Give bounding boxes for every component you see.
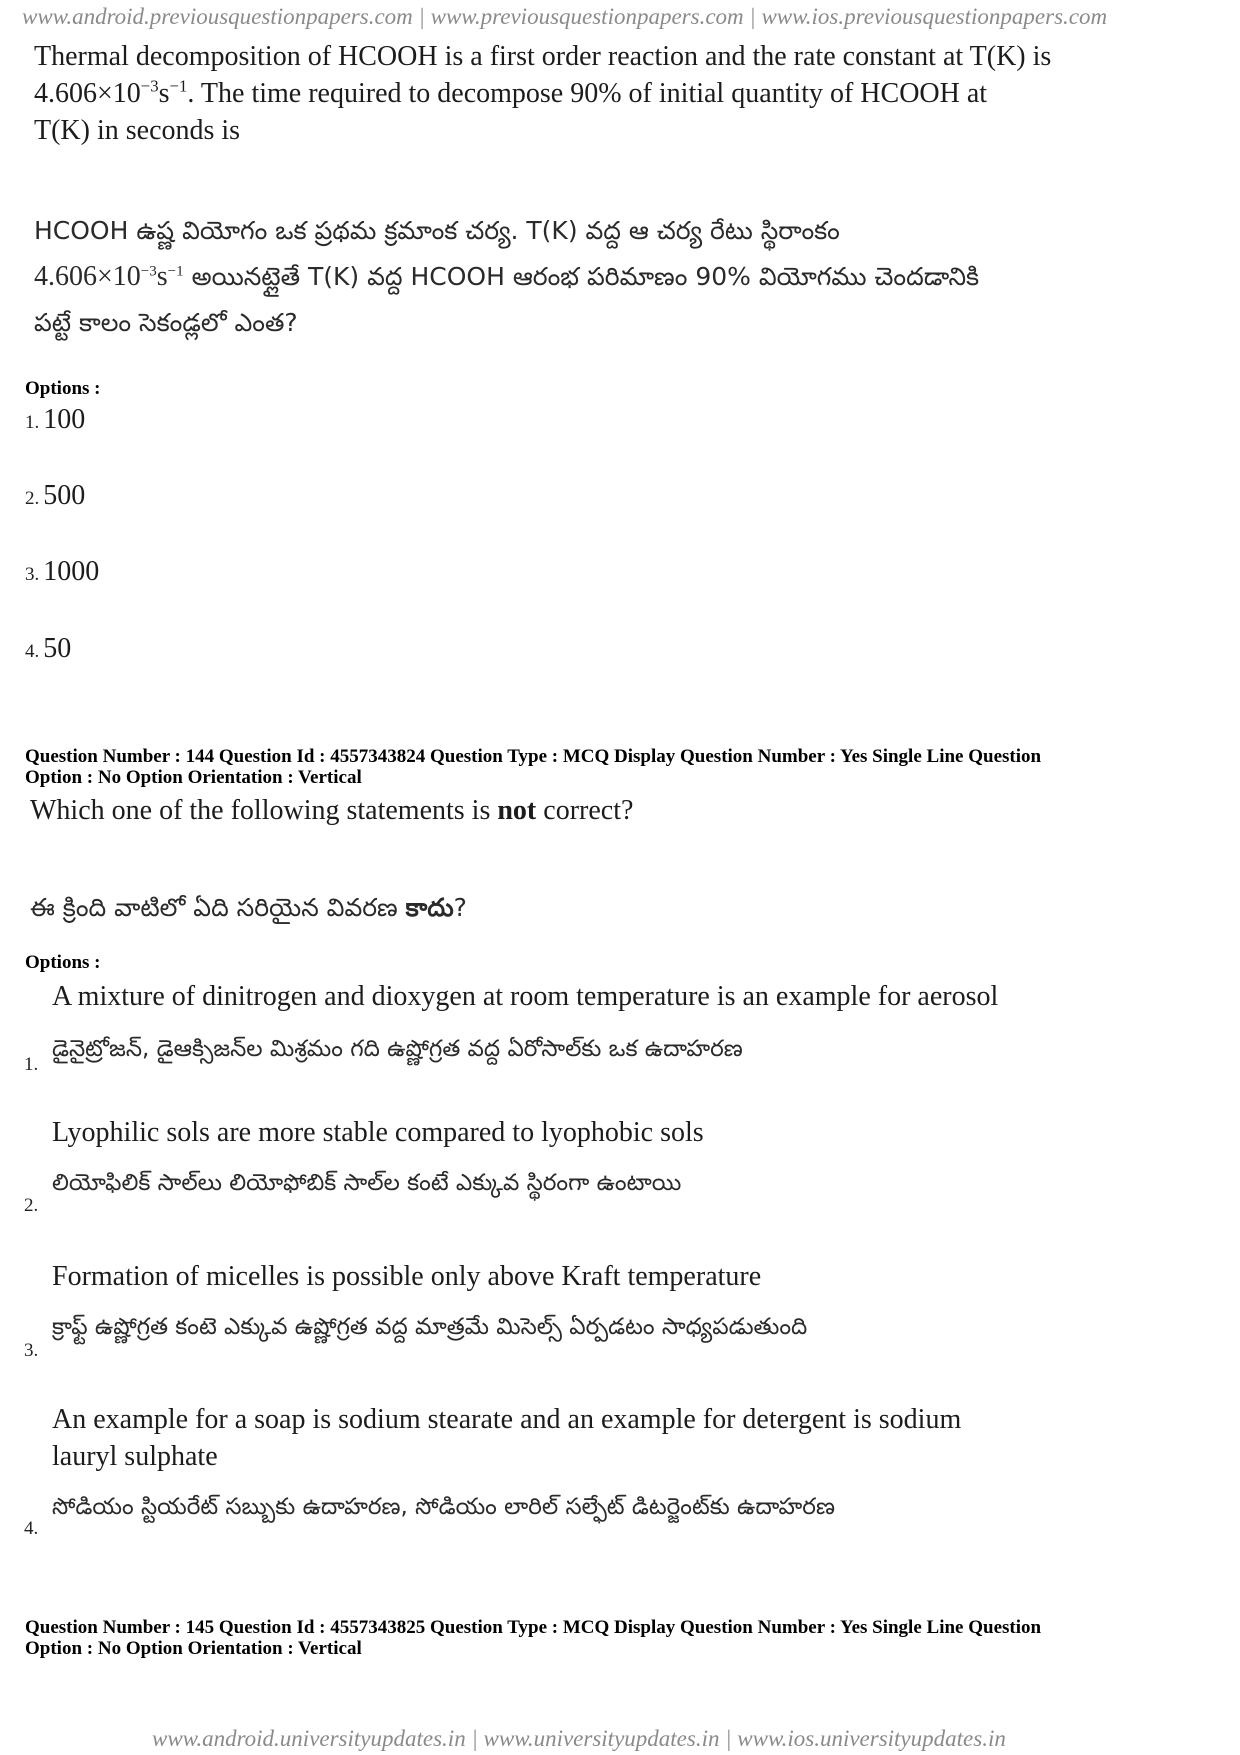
q144-option-2-telugu: లియోఫిలిక్ సాల్‌లు లియోఫోబిక్ సాల్‌ల కంటే ఎక్కువ స్థిరంగా ఉంటాయి xyxy=(52,1170,682,1196)
q144-option-1-english: A mixture of dinitrogen and dioxygen at room temperature is an example for aerosol xyxy=(52,981,999,1012)
option-number: 2. xyxy=(25,488,40,509)
question-144-meta-line1: Question Number : 144 Question Id : 4557343824 Question Type : MCQ Display Question Number : Yes Single Line Question xyxy=(25,746,1042,767)
q144-options-label: Options : xyxy=(25,952,101,973)
question-144-english-pre: Which one of the following statements is xyxy=(30,795,498,826)
question-144-english xyxy=(30,792,633,829)
rate-constant-base: 4.606×10 xyxy=(34,78,141,109)
q144-option-4-telugu: సోడియం స్టియరేట్ సబ్బుకు ఉదాహరణ, సోడియం లారిల్ సల్ఫేట్ డిటర్జెంట్‌కు ఉదాహరణ xyxy=(52,1494,835,1520)
question-144-telugu-bold: కాదు xyxy=(405,893,454,922)
question-143-telugu-line2-rest: అయినట్లైతే T(K) వద్ద HCOOH ఆరంభ పరిమాణం 90% వియోగము చెందడానికి xyxy=(183,262,980,291)
q144-option-4-english xyxy=(52,1401,1192,1475)
question-144-telugu-pre: ఈ క్రింది వాటిలో ఏది సరియైన వివరణ xyxy=(30,893,406,922)
question-145-meta-line2: Option : No Option Orientation : Vertical xyxy=(25,1638,362,1659)
option-number: 4. xyxy=(25,641,40,662)
telugu-rate-unit-exponent: −1 xyxy=(167,263,184,280)
telugu-rate-base: 4.606×10 xyxy=(34,261,141,292)
question-144-english-bold: not xyxy=(497,795,537,826)
q144-option-2-english: Lyophilic sols are more stable compared to lyophobic sols xyxy=(52,1117,704,1148)
question-143-english xyxy=(34,38,1214,149)
q143-option-3 xyxy=(25,556,99,588)
question-143-english-line1: Thermal decomposition of HCOOH is a first order reaction and the rate constant at T(K) is xyxy=(34,41,1052,72)
question-144-meta xyxy=(25,746,1225,788)
question-144-meta-line2: Option : No Option Orientation : Vertical xyxy=(25,767,362,788)
question-144-telugu xyxy=(30,885,467,931)
option-number: 3. xyxy=(25,564,40,585)
question-143-telugu-line2 xyxy=(34,254,1214,300)
telugu-rate-unit: s xyxy=(156,261,168,292)
q144-option-3-english: Formation of micelles is possible only above Kraft temperature xyxy=(52,1261,762,1292)
question-143-telugu-line1: HCOOH ఉష్ణ వియోగం ఒక ప్రథమ క్రమాంక చర్య. T(K) వద్ద ఆ చర్య రేటు స్థిరాంకం xyxy=(34,216,840,245)
question-143-telugu-line3: పట్టే కాలం సెకండ్లలో ఎంత? xyxy=(34,308,298,337)
option-number: 1. xyxy=(25,412,40,433)
q144-option-2-number: 2. xyxy=(24,1195,39,1216)
q143-option-2 xyxy=(25,480,85,512)
question-143-english-line3: T(K) in seconds is xyxy=(34,115,241,146)
q144-option-4-number: 4. xyxy=(24,1518,39,1539)
q144-option-3-telugu: క్రాఫ్ట్ ఉష్ణోగ్రత కంటె ఎక్కువ ఉష్ణోగ్రత వద్ద మాత్రమే మిసెల్స్ ఏర్పడటం సాధ్యపడుతుంది xyxy=(52,1314,808,1340)
question-144-english-post: correct? xyxy=(536,795,634,826)
q144-option-1-number: 1. xyxy=(24,1054,39,1075)
rate-unit-exponent: −1 xyxy=(169,76,188,96)
question-143-telugu xyxy=(34,208,1214,346)
question-143-english-line2 xyxy=(34,75,1214,112)
watermark-top: www.android.previousquestionpapers.com | www.previousquestionpapers.com | www.ios.previousquestionpapers.com xyxy=(22,4,1108,29)
rate-exponent: −3 xyxy=(140,76,159,96)
q143-options-label: Options : xyxy=(25,378,101,399)
option-value: 1000 xyxy=(43,556,100,587)
option-value: 100 xyxy=(43,404,86,435)
q144-option-3-number: 3. xyxy=(24,1340,39,1361)
option-value: 50 xyxy=(43,633,72,664)
question-145-meta xyxy=(25,1617,1225,1659)
question-143-english-line2-rest: . The time required to decompose 90% of initial quantity of HCOOH at xyxy=(187,78,988,109)
q144-option-1-telugu: డైనైట్రోజన్, డైఆక్సిజన్‌ల మిశ్రమం గది ఉష్ణోగ్రత వద్ద ఏరోసాల్‌కు ఒక ఉదాహరణ xyxy=(52,1036,743,1062)
question-145-meta-line1: Question Number : 145 Question Id : 4557343825 Question Type : MCQ Display Question Number : Yes Single Line Question xyxy=(25,1617,1042,1638)
question-144-telugu-post: ? xyxy=(453,893,467,922)
option-value: 500 xyxy=(43,480,86,511)
q143-option-1 xyxy=(25,404,85,436)
rate-unit: s xyxy=(158,78,170,109)
q144-option-4-english-line2: lauryl sulphate xyxy=(52,1441,218,1472)
q144-option-4-english-line1: An example for a soap is sodium stearate and an example for detergent is sodium xyxy=(52,1404,962,1435)
telugu-rate-exponent: −3 xyxy=(140,263,157,280)
q143-option-4 xyxy=(25,633,71,665)
watermark-bottom: www.android.universityupdates.in | www.universityupdates.in | www.ios.universityupdates.in xyxy=(152,1726,1006,1751)
